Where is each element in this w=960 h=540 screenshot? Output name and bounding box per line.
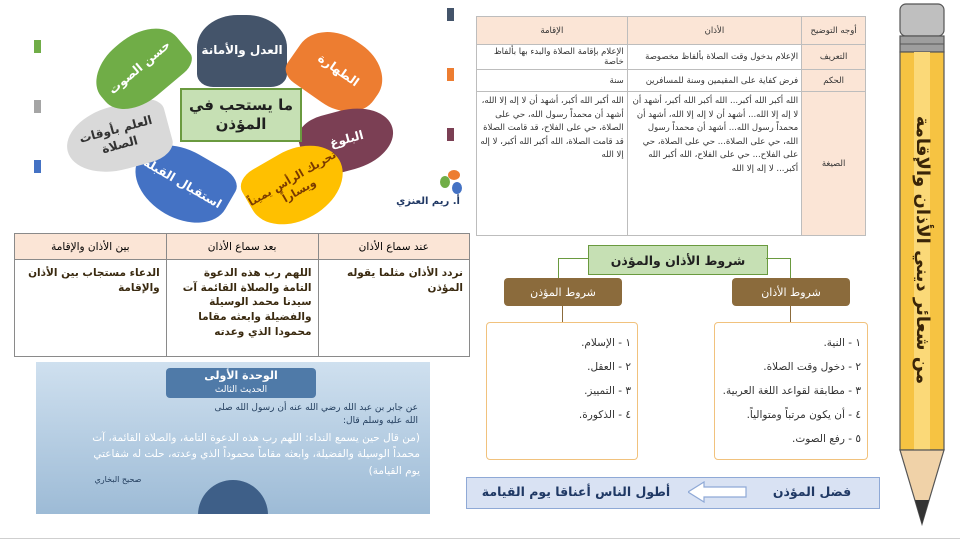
cell-form-adhan: الله أكبر الله أكبر... الله أكبر الله أكبر، أشهد أن لا إله إلا الله... أشهد أن لا إله إلا الله، أشهد أن محمداً رسول الله... أشهد أن محمداً رسول الله، حي على الصلاة... حي على الصلاة، حي على الفلاح... حي على الفلاح، الله أكبر الله أكبر... لا إله إلا الله bbox=[627, 92, 801, 236]
header-iqama: الإقامة bbox=[477, 17, 628, 45]
connector-line bbox=[790, 258, 791, 278]
cell-form-label: الصيغة bbox=[802, 92, 866, 236]
header-between: بين الأذان والإقامة bbox=[15, 234, 167, 260]
connector-line bbox=[558, 258, 559, 278]
legend-square-maroon bbox=[447, 128, 454, 141]
cell-def-label: التعريف bbox=[802, 45, 866, 70]
list-item: ٢ - دخول وقت الصلاة. bbox=[763, 361, 861, 373]
virtue-text: أطول الناس أعناقا يوم القيامة bbox=[481, 484, 671, 499]
legend-square-orange bbox=[447, 68, 454, 81]
pencil-title: من شعائر ديني الأذان والإقامة bbox=[912, 115, 933, 385]
adhan-conditions-list bbox=[714, 322, 868, 460]
cell-during: نردد الأذان مثلما يقوله المؤذن bbox=[318, 260, 469, 357]
cell-def-iqama: الإعلام بإقامة الصلاة والبدء بها بألفاظ خاصة bbox=[477, 45, 628, 70]
logo-leaves-icon bbox=[440, 170, 464, 194]
adhan-iqama-table bbox=[476, 16, 866, 236]
virtue-label: فضل المؤذن bbox=[772, 484, 852, 499]
muadhin-conditions-header: شروط المؤذن bbox=[504, 278, 622, 306]
muadhin-conditions-list bbox=[486, 322, 638, 460]
connector-line bbox=[766, 258, 790, 259]
petal-label: تحريك الرأس يميناً ويساراً bbox=[245, 147, 339, 209]
list-item: ١ - الإسلام. bbox=[581, 337, 631, 349]
connector-line bbox=[558, 258, 588, 259]
petal-label: العدل والأمانة bbox=[201, 43, 283, 58]
adhan-conditions-header: شروط الأذان bbox=[732, 278, 850, 306]
conditions-title: شروط الأذان والمؤذن bbox=[588, 245, 768, 275]
legend-square-slate bbox=[447, 8, 454, 21]
header-aspect: أوجه التوضيح bbox=[802, 17, 866, 45]
legend-square-blue bbox=[34, 160, 41, 173]
petal-label: البلوغ bbox=[328, 128, 366, 151]
banner-title: الوحدة الأولى bbox=[204, 369, 278, 382]
list-item: ٣ - مطابقة لقواعد اللغة العربية. bbox=[722, 385, 861, 397]
legend-square-gray bbox=[34, 100, 41, 113]
header-adhan: الأذان bbox=[627, 17, 801, 45]
petal-label: الطهارة bbox=[315, 51, 362, 90]
list-item: ٤ - الذكورة. bbox=[578, 409, 631, 421]
person-silhouette-icon bbox=[198, 480, 268, 514]
connector-line bbox=[562, 306, 563, 322]
cell-form-iqama: الله أكبر الله أكبر، أشهد أن لا إله إلا الله، أشهد أن محمداً رسول الله، حي على الصلاة، حي على الفلاح، قد قامت الصلاة قد قامت الصلاة، الله أكبر الله أكبر، لا إله إلا الله bbox=[477, 92, 628, 236]
petal-label: العلم بأوقات الصلاة bbox=[77, 113, 154, 157]
hadith-text: (من قال حين يسمع النداء: اللهم رب هذه الدعوة التامة، والصلاة القائمة، آت محمداً الوسيلة والفضيلة، وابعثه مقاماً محموداً الذي وعدته، حلت له شفاعتي يوم القيامة) bbox=[92, 432, 420, 477]
list-item: ٤ - أن يكون مرتباً ومتوالياً. bbox=[746, 409, 861, 421]
slide-border bbox=[0, 538, 960, 539]
list-item: ١ - النية. bbox=[823, 337, 861, 349]
cell-def-adhan: الإعلام بدخول وقت الصلاة بألفاظ مخصوصة bbox=[627, 45, 801, 70]
hadith-banner bbox=[166, 368, 316, 398]
arrow-left-icon bbox=[688, 481, 748, 503]
brand-name: أ. ريم العنزي bbox=[396, 196, 460, 207]
cell-rule-label: الحكم bbox=[802, 70, 866, 92]
header-during: عند سماع الأذان bbox=[318, 234, 469, 260]
list-item: ٣ - التمييز. bbox=[584, 385, 631, 397]
cell-rule-iqama: سنة bbox=[477, 70, 628, 92]
petal-justice bbox=[197, 15, 287, 87]
flower-center: ما يستحب في المؤذن bbox=[180, 88, 302, 142]
brand-logo bbox=[392, 166, 468, 216]
cell-between: الدعاء مستجاب بين الأذان والإقامة bbox=[15, 260, 167, 357]
cell-rule-adhan: فرض كفاية على المقيمين وسنة للمسافرين bbox=[627, 70, 801, 92]
cell-after: اللهم رب هذه الدعوة التامة والصلاة القائمة آت سيدنا محمد الوسيلة والفضيلة وابعثه مقاما محمودا الذي وعدته bbox=[166, 260, 318, 357]
list-item: ٥ - رفع الصوت. bbox=[792, 433, 861, 445]
banner-subtitle: الحديث الثالث bbox=[214, 385, 268, 395]
header-after: بعد سماع الأذان bbox=[166, 234, 318, 260]
list-item: ٢ - العقل. bbox=[587, 361, 631, 373]
hadith-intro: عن جابر بن عبد الله رضي الله عنه أن رسول الله صلى الله عليه وسلم قال: bbox=[214, 403, 418, 426]
hadith-panel bbox=[36, 362, 430, 514]
connector-line bbox=[790, 306, 791, 322]
petal-label: استقبال القبلة bbox=[140, 155, 224, 212]
legend-square-green bbox=[34, 40, 41, 53]
petal-label: حسن الصوت bbox=[105, 37, 174, 98]
adhan-listening-table bbox=[14, 233, 470, 357]
hadith-source: صحيح البخاري bbox=[94, 475, 142, 484]
